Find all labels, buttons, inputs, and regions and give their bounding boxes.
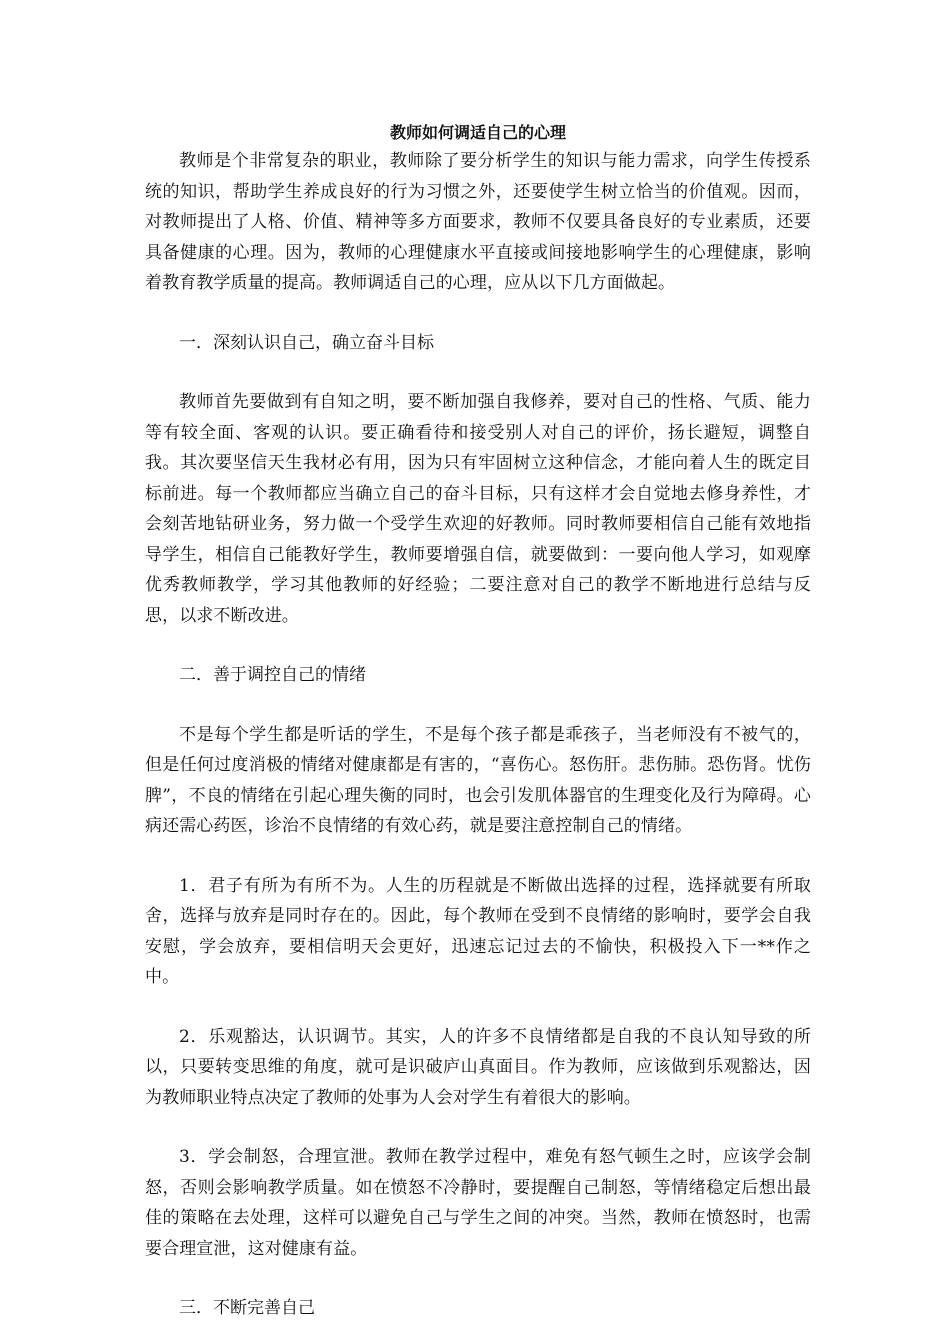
- list-item-2: 2．乐观豁达，认识调节。其实，人的许多不良情绪都是自我的不良认知导致的所以，只要转变思维的角度，就可是识破庐山真面目。作为教师，应该做到乐观豁达，因为教师职业特点决定了教师的处事为人会对学生有着很大的影响。: [145, 1026, 811, 1108]
- section-2-heading: 二．善于调控自己的情绪: [179, 665, 366, 685]
- spacer: [145, 842, 811, 871]
- list-item-3: 3．学会制怒，合理宣泄。教师在教学过程中，难免有怒气顿生之时，应该学会制怒，否则会影响教学质量。如在愤怒不冷静时，要提醒自己制怒，等情绪稳定后想出最佳的策略在去处理，这样可以避免自己与学生之间的冲突。当然，教师在愤怒时，也需要合理宣泄，这对健康有益。: [145, 1147, 811, 1259]
- section-1-paragraph: 教师首先要做到有自知之明，要不断加强自我修养，要对自己的性格、气质、能力等有较全面、客观的认识。要正确看待和接受别人对自己的评价，扬长避短，调整自我。其次要坚信天生我材必有用，因为只有牢固树立这种信念，才能向着人生的既定目标前进。每一个教师都应当确立自己的奋斗目标，只有这样才会自觉地去修身养性，才会刻苦地钻研业务，努力做一个受学生欢迎的好教师。同时教师要相信自己能有效地指导学生，相信自己能教好学生，教师要增强自信，就要做到：一要向他人学习，如观摩优秀教师教学，学习其他教师的好经验；二要注意对自己的教学不断地进行总结与反思，以求不断改进。: [145, 392, 811, 626]
- spacer: [145, 631, 811, 660]
- intro-paragraph: 教师是个非常复杂的职业，教师除了要分析学生的知识与能力需求，向学生传授系统的知识，帮助学生养成良好的行为习惯之外，还要使学生树立恰当的价值观。因而，对教师提出了人格、价值、精神等多方面要求，教师不仅要具备良好的专业素质，还要具备健康的心理。因为，教师的心理健康水平直接或间接地影响学生的心理健康，影响着教育教学质量的提高。教师调适自己的心理，应从以下几方面做起。: [145, 151, 811, 293]
- section-2-paragraph: 不是每个学生都是听话的学生，不是每个孩子都是乖孩子，当老师没有不被气的，但是任何过度消极的情绪对健康都是有害的，“喜伤心。怒伤肝。悲伤肺。恐伤肾。忧伤脾”，不良的情绪在引起心理失衡的同时，也会引发肌体器官的生理变化及行为障碍。心病还需心药医，诊治不良情绪的有效心药，就是要注意控制自己的情绪。: [145, 724, 811, 836]
- spacer: [145, 691, 811, 720]
- spacer: [145, 299, 811, 328]
- section-1-heading: 一．深刻认识自己，确立奋斗目标: [179, 332, 434, 353]
- spacer: [145, 1264, 811, 1293]
- section-3-heading: 三．不断完善自己: [179, 1298, 315, 1318]
- list-item-1: 1．君子有所为有所不为。人生的历程就是不断做出选择的过程，选择就要有所取舍，选择与放弃是同时存在的。因此，每个教师在受到不良情绪的影响时，要学会自我安慰，学会放弃，要相信明天会更好，迅速忘记过去的不愉快，积极投入下一**作之中。: [145, 875, 811, 987]
- spacer: [145, 358, 811, 387]
- spacer: [145, 1113, 811, 1142]
- spacer: [145, 993, 811, 1022]
- document-title: 教师如何调适自己的心理: [389, 123, 566, 142]
- document-page: [145, 122, 811, 1324]
